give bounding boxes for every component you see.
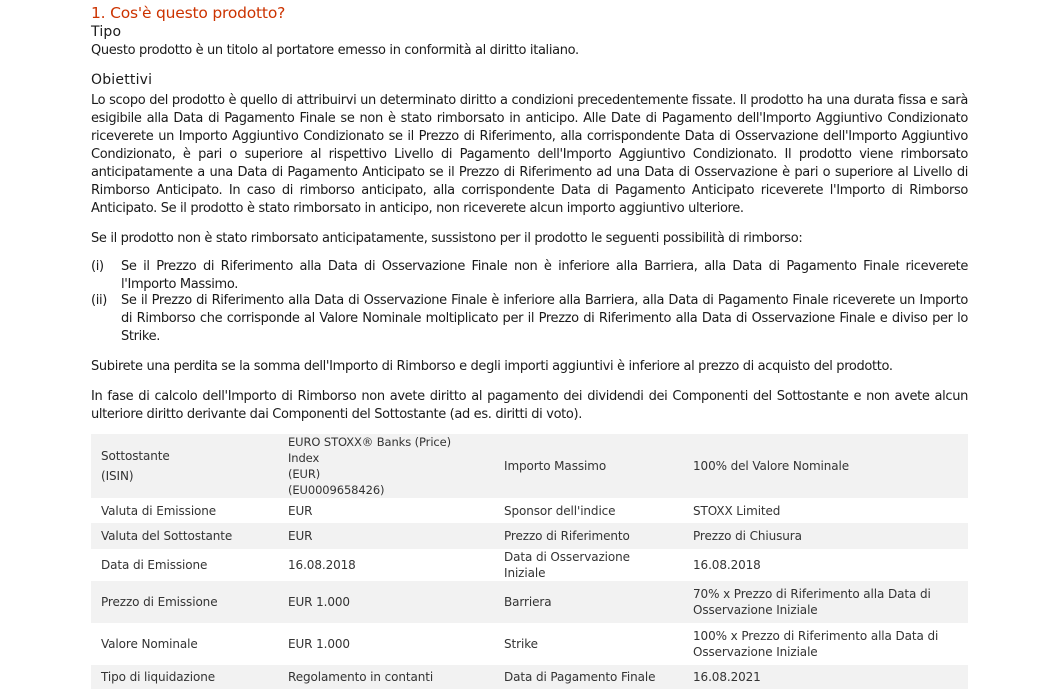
table-cell: Tipo di liquidazione: [91, 665, 278, 689]
table-cell: Strike: [494, 623, 683, 665]
list-item-number: (ii): [91, 293, 107, 308]
obiettivi-paragraph-1: Lo scopo del prodotto è quello di attribuirvi un determinato diritto a condizioni precedentemente fissate. Il prodotto ha una durata fissa e sarà esigibile alla Data di Pagamento Finale se non è stato rimborsato in anticipo. Alle Date di Pagamento dell'Importo Aggiuntivo Condizionato riceverete un Importo Aggiuntivo Condizionato se il Prezzo di Riferimento, alla corrispondente Data di Osservazione dell'Importo Aggiuntivo Condizionato, è pari o superiore al rispettivo Livello di Pagamento dell'Importo Aggiuntivo Condizionato. Il prodotto viene rimborsato anticipatamente a una Data di Pagamento Anticipato se il Prezzo di Riferimento ad una Data di Osservazione è pari o superiore al Livello di Rimborso Anticipato. In caso di rimborso anticipato, alla corrispondente Data di Pagamento Anticipato riceverete l'Importo di Rimborso Anticipato. Se il prodotto è stato rimborsato in anticipo, non riceverete alcun importo aggiuntivo ulteriore.: [91, 93, 968, 216]
table-row: [91, 581, 968, 623]
table-cell: EUR 1.000: [278, 581, 494, 623]
table-cell: Regolamento in contanti: [278, 665, 494, 689]
cell-value-line: EURO STOXX® Banks (Price) Index: [288, 435, 451, 465]
table-cell: [278, 434, 494, 498]
cell-value-line: (EUR): [288, 467, 321, 481]
table-cell: Data di Emissione: [91, 549, 278, 581]
table-cell: Importo Massimo: [494, 434, 683, 498]
table-cell: Data di Pagamento Finale: [494, 665, 683, 689]
table-cell: 16.08.2021: [683, 665, 968, 689]
table-cell: Prezzo di Chiusura: [683, 523, 968, 549]
obiettivi-heading: Obiettivi: [91, 72, 153, 88]
obiettivi-paragraph-3: Subirete una perdita se la somma dell'Importo di Rimborso e degli importi aggiuntivi è inferiore al prezzo di acquisto del prodotto.: [91, 359, 893, 374]
cell-value-line: (EU0009658426): [288, 483, 385, 497]
table-cell: 16.08.2018: [683, 549, 968, 581]
table-row: [91, 434, 968, 498]
table-row: [91, 523, 968, 549]
table-cell: Prezzo di Riferimento: [494, 523, 683, 549]
table-cell: 100% x Prezzo di Riferimento alla Data di Osservazione Iniziale: [683, 623, 968, 665]
table-row: [91, 498, 968, 523]
table-cell: EUR 1.000: [278, 623, 494, 665]
table-cell: Prezzo di Emissione: [91, 581, 278, 623]
product-data-table: [91, 434, 968, 689]
table-row: [91, 549, 968, 581]
tipo-text: Questo prodotto è un titolo al portatore emesso in conformità al diritto italiano.: [91, 43, 579, 58]
table-cell: EUR: [278, 523, 494, 549]
table-row: [91, 665, 968, 689]
table-cell: EUR: [278, 498, 494, 523]
section-title: 1. Cos'è questo prodotto?: [91, 4, 286, 22]
table-cell: 100% del Valore Nominale: [683, 434, 968, 498]
obiettivi-paragraph-4: In fase di calcolo dell'Importo di Rimborso non avete diritto al pagamento dei dividendi dei Componenti del Sottostante e non avete alcun ulteriore diritto derivante dai Componenti del Sottostante (ad es. diritti di voto).: [91, 389, 968, 422]
table-cell: Sponsor dell'indice: [494, 498, 683, 523]
table-cell: Barriera: [494, 581, 683, 623]
cell-label: Sottostante: [101, 449, 170, 463]
table-cell: Valuta di Emissione: [91, 498, 278, 523]
table-cell: STOXX Limited: [683, 498, 968, 523]
table-cell: Valore Nominale: [91, 623, 278, 665]
table-cell: 16.08.2018: [278, 549, 494, 581]
list-item-number: (i): [91, 259, 104, 274]
tipo-heading: Tipo: [91, 24, 122, 40]
table-cell: 70% x Prezzo di Riferimento alla Data di Osservazione Iniziale: [683, 581, 968, 623]
list-item-text: Se il Prezzo di Riferimento alla Data di Osservazione Finale non è inferiore alla Barriera, alla Data di Pagamento Finale riceverete l'Importo Massimo.: [121, 259, 968, 292]
table-cell: Data di Osservazione Iniziale: [494, 549, 683, 581]
cell-label-sub: (ISIN): [101, 469, 134, 483]
table-row: [91, 623, 968, 665]
list-item-text: Se il Prezzo di Riferimento alla Data di Osservazione Finale è inferiore alla Barriera, alla Data di Pagamento Finale riceverete un Importo di Rimborso che corrisponde al Valore Nominale moltiplicato per il Prezzo di Riferimento alla Data di Osservazione Finale e diviso per lo Strike.: [121, 293, 968, 344]
table-cell: Valuta del Sottostante: [91, 523, 278, 549]
table-cell: [91, 434, 278, 498]
obiettivi-paragraph-2: Se il prodotto non è stato rimborsato anticipatamente, sussistono per il prodotto le seguenti possibilità di rimborso:: [91, 231, 803, 246]
